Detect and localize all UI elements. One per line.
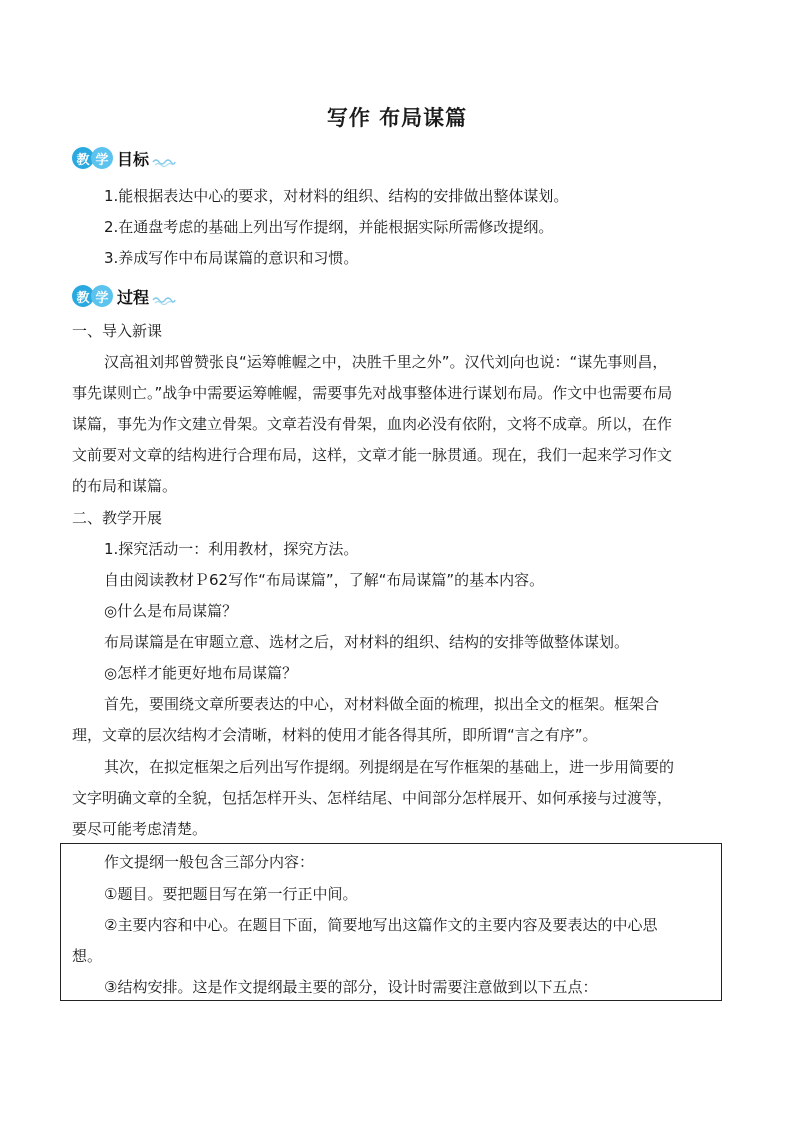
wave-icon [152,157,176,167]
section-process-label: 过程 [117,287,150,307]
paragraph-line: 汉高祖刘邦曾赞张良“运筹帷幄之中，决胜千里之外”。汉代刘向也说：“谋先事则昌， [104,353,668,371]
section-process-header [72,283,176,309]
box-intro: 作文提纲一般包含三部分内容： [104,853,315,871]
goal-item: 2.在通盘考虑的基础上列出写作提纲，并能根据实际所需修改提纲。 [104,218,554,236]
badge-char: 学 [91,147,113,169]
paragraph-line: 谋篇，事先为作文建立骨架。文章若没有骨架，血肉必没有依附，文将不成章。所以，在作 [72,415,673,433]
badge-char: 教 [72,147,94,169]
section-goals-header [72,145,176,171]
box-item: ②主要内容和中心。在题目下面，简要地写出这篇作文的主要内容及要表达的中心思 [104,916,658,934]
paragraph-line: 要尽可能考虑清楚。 [72,820,208,838]
box-item: ③结构安排。这是作文提纲最主要的部分，设计时需要注意做到以下五点： [104,978,598,996]
section-goals-label: 目标 [117,149,150,169]
box-item: ①题目。要把题目写在第一行正中间。 [104,885,358,903]
section-badge [72,147,110,169]
paragraph-line: 文前要对文章的结构进行合理布局，这样，文章才能一脉贯通。现在，我们一起来学习作文 [72,446,673,464]
paragraph-line: 事先谋则亡。”战争中需要运筹帷幄，需要事先对战事整体进行谋划布局。作文中也需要布局 [72,384,673,402]
badge-char: 教 [72,285,94,307]
goal-item: 3.养成写作中布局谋篇的意识和习惯。 [104,249,359,267]
paragraph-line: 其次，在拟定框架之后列出写作提纲。列提纲是在写作框架的基础上，进一步用简要的 [104,758,675,776]
paragraph-line: 理，文章的层次结构才会清晰，材料的使用才能各得其所，即所谓“言之有序”。 [72,726,598,744]
page-title: 写作 布局谋篇 [326,106,468,130]
paragraph-line: 的布局和谋篇。 [72,477,178,495]
section-badge [72,285,110,307]
part2-heading: 二、教学开展 [72,509,163,527]
part1-heading: 一、导入新课 [72,322,163,340]
goal-item: 1.能根据表达中心的要求，对材料的组织、结构的安排做出整体谋划。 [104,187,569,205]
question-line: ◎怎样才能更好地布局谋篇？ [104,664,298,682]
box-item: 想。 [72,947,103,965]
wave-icon [152,295,176,305]
paragraph-line: 自由阅读教材Ｐ62写作“布局谋篇”，了解“布局谋篇”的基本内容。 [104,571,545,589]
answer-line: 布局谋篇是在审题立意、选材之后，对材料的组织、结构的安排等做整体谋划。 [104,633,630,651]
activity-line: 1.探究活动一：利用教材，探究方法。 [104,540,359,558]
question-line: ◎什么是布局谋篇？ [104,602,238,620]
badge-char: 学 [91,285,113,307]
outline-box [60,843,722,1001]
paragraph-line: 文字明确文章的全貌，包括怎样开头、怎样结尾、中间部分怎样展开、如何承接与过渡等， [72,789,673,807]
paragraph-line: 首先，要围绕文章所要表达的中心，对材料做全面的梳理，拟出全文的框架。框架合 [104,695,660,713]
